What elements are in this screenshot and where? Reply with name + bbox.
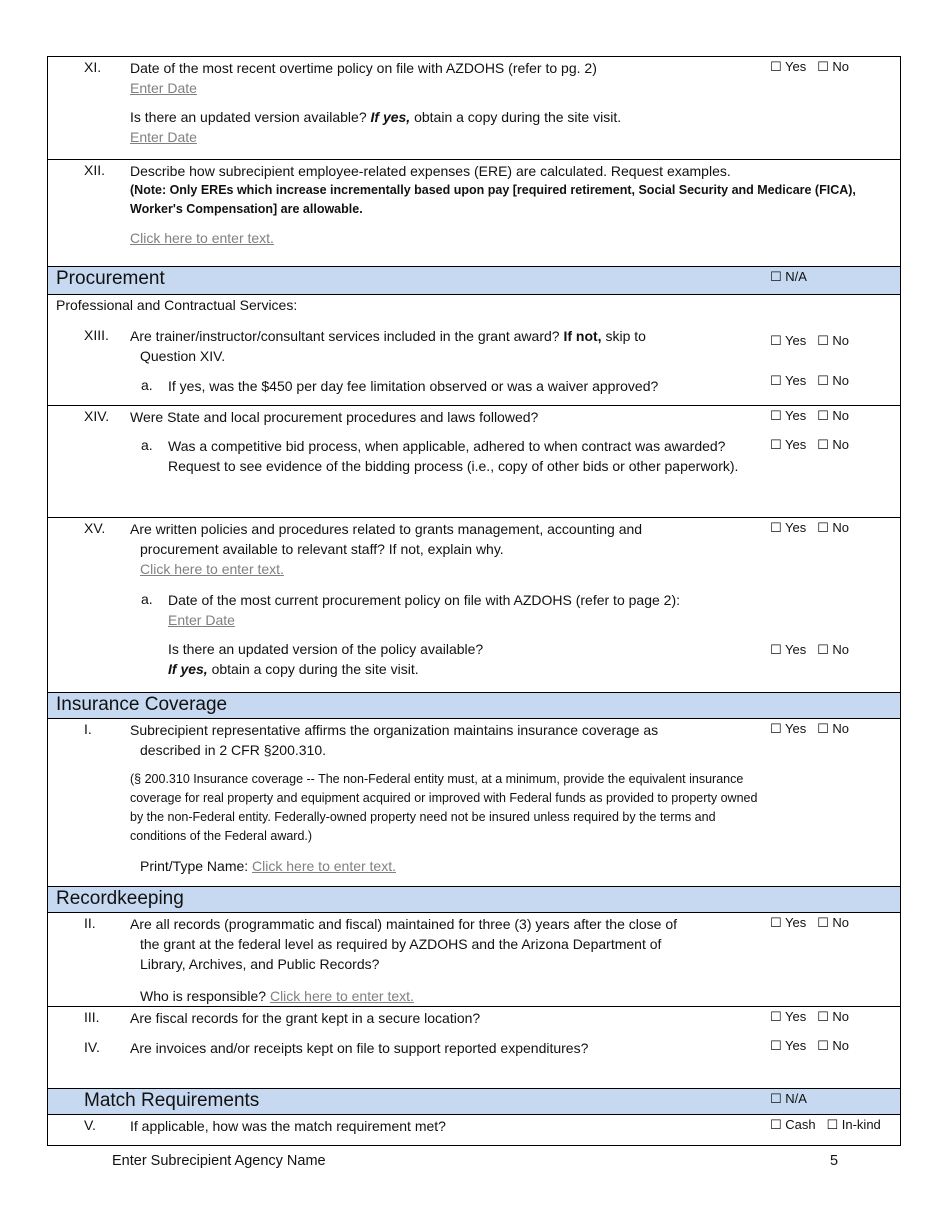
yes-no-checkboxes[interactable]: ☐ Yes ☐ No [770, 1009, 850, 1024]
sub-question-letter: a. [141, 591, 153, 607]
yes-no-checkboxes[interactable]: ☐ Yes ☐ No [770, 408, 850, 423]
checkbox-yes-icon: ☐ [770, 520, 782, 535]
question-text: Date of the most recent overtime policy on file with AZDOHS (refer to pg. 2) Enter Date Is there an updated version available? If yes, obtain a copy during the site visit. Enter Date [130, 58, 770, 147]
checkbox-yes-icon: ☐ [770, 1038, 782, 1053]
question-number: XIII. [84, 327, 109, 343]
question-i-row [47, 718, 901, 886]
checkbox-yes-icon: ☐ [770, 1009, 782, 1024]
question-number: II. [84, 915, 96, 931]
question-number: I. [84, 721, 92, 737]
checkbox-inkind-icon: ☐ [826, 1117, 839, 1132]
question-number: IV. [84, 1039, 100, 1055]
checkbox-no-icon: ☐ [817, 373, 829, 388]
text-field[interactable]: Click here to enter text. [140, 561, 284, 577]
yes-no-checkboxes[interactable]: ☐ Yes ☐ No [770, 642, 850, 657]
subsection-title: Professional and Contractual Services: [56, 297, 298, 313]
section-title: Procurement [56, 268, 165, 289]
question-text: Are invoices and/or receipts kept on file to support reported expenditures? [130, 1040, 589, 1056]
question-text: If applicable, how was the match requirement met? [130, 1118, 446, 1134]
question-xiii-row [47, 294, 901, 405]
checkbox-no-icon: ☐ [817, 915, 829, 930]
print-name-line: Print/Type Name: Click here to enter text. [140, 858, 396, 874]
checkbox-no-icon: ☐ [817, 59, 829, 74]
form-sheet [47, 56, 901, 1146]
text-field[interactable]: Click here to enter text. [130, 230, 274, 246]
sub-question-letter: a. [141, 377, 153, 393]
yes-no-checkboxes[interactable]: ☐ Yes ☐ No [770, 437, 850, 452]
question-xiv-row [47, 405, 901, 517]
section-title: Insurance Coverage [56, 694, 228, 715]
checkbox-na-icon: ☐ [770, 269, 782, 284]
section-header-match [47, 1088, 901, 1114]
checkbox-no-icon: ☐ [817, 333, 829, 348]
date-field-updated[interactable]: Enter Date [130, 129, 197, 145]
responsible-line: Who is responsible? Click here to enter text. [140, 988, 414, 1004]
na-checkbox[interactable]: ☐ N/A [770, 269, 807, 284]
question-number: III. [84, 1009, 100, 1025]
question-number: XIV. [84, 408, 110, 424]
section-header-recordkeeping [47, 886, 901, 912]
checkbox-yes-icon: ☐ [770, 373, 782, 388]
question-text: Were State and local procurement procedures and laws followed? [130, 409, 539, 425]
question-number: XI. [84, 59, 102, 75]
question-text: Are written policies and procedures related to grants management, accounting and procurement available to relevant staff? If not, explain why. Click here to enter text. [130, 519, 770, 579]
yes-no-checkboxes[interactable]: ☐ Yes ☐ No [770, 1038, 850, 1053]
sub-question-text: Was a competitive bid process, when applicable, adhered to when contract was awarded? Request to see evidence of the bidding process (i.e., copy of other bids or other paperwork). [168, 438, 739, 474]
section-header-procurement [47, 266, 901, 294]
yes-no-checkboxes[interactable]: ☐ Yes ☐ No [770, 915, 850, 930]
name-field[interactable]: Click here to enter text. [252, 858, 396, 874]
question-number: V. [84, 1117, 96, 1133]
checkbox-no-icon: ☐ [817, 520, 829, 535]
sub-question-text: Date of the most current procurement policy on file with AZDOHS (refer to page 2): Enter Date Is there an updated version of the policy available? If yes, obtain a copy during the site visit. [168, 590, 788, 679]
question-text: Are fiscal records for the grant kept in a secure location? [130, 1010, 481, 1026]
question-number: XII. [84, 162, 106, 178]
page-number: 5 [830, 1153, 839, 1169]
checkbox-yes-icon: ☐ [770, 721, 782, 736]
checkbox-cash-icon: ☐ [770, 1117, 782, 1132]
question-xii-row [47, 159, 901, 266]
checkbox-na-icon: ☐ [770, 1091, 782, 1106]
yes-no-checkboxes[interactable]: ☐ Yes ☐ No [770, 333, 850, 348]
question-number: XV. [84, 520, 106, 536]
na-checkbox[interactable]: ☐ N/A [770, 1091, 807, 1106]
yes-no-checkboxes[interactable]: ☐ Yes ☐ No [770, 373, 850, 388]
section-title: Recordkeeping [56, 888, 184, 909]
question-text: Are trainer/instructor/consultant services included in the grant award? If not, skip to Question XIV. [130, 328, 646, 364]
date-field[interactable]: Enter Date [130, 80, 197, 96]
question-iii-iv-row [47, 1006, 901, 1088]
yes-no-checkboxes[interactable]: ☐ Yes ☐ No [770, 721, 850, 736]
question-xi-row [47, 56, 901, 159]
question-v-row [47, 1114, 901, 1146]
follow-up-text: Is there an updated version available? If yes, obtain a copy during the site visit. [130, 109, 622, 125]
checkbox-no-icon: ☐ [817, 721, 829, 736]
checkbox-no-icon: ☐ [817, 642, 829, 657]
checkbox-no-icon: ☐ [817, 408, 829, 423]
sub-question-letter: a. [141, 437, 153, 453]
question-text: Describe how subrecipient employee-related expenses (ERE) are calculated. Request examples. (Note: Only EREs which increase incrementally based upon pay [required retirement, Social Security and Medicare (FICA), Worker's Compensation] are allowable. Click here to enter text. [130, 161, 880, 248]
checkbox-yes-icon: ☐ [770, 59, 782, 74]
question-text: Subrecipient representative affirms the organization maintains insurance coverage as described in 2 CFR §200.310. [130, 722, 659, 758]
checkbox-yes-icon: ☐ [770, 915, 782, 930]
footer-agency-name[interactable]: Enter Subrecipient Agency Name [112, 1153, 326, 1169]
checkbox-no-icon: ☐ [817, 437, 829, 452]
cash-inkind-checkboxes[interactable]: ☐ Cash ☐ In-kind [770, 1117, 881, 1132]
yes-no-checkboxes[interactable]: ☐ Yes ☐ No [770, 59, 850, 74]
date-field[interactable]: Enter Date [168, 612, 235, 628]
checkbox-yes-icon: ☐ [770, 408, 782, 423]
regulation-excerpt: (§ 200.310 Insurance coverage -- The non-Federal entity must, at a minimum, provide the equivalent insurance coverage for real property and equipment acquired or improved with Federal funds as provided to property owned by the non-Federal entity. Federally-owned property need not be insured unless required by the terms and conditions of the Federal award.) [130, 772, 758, 843]
note-text: (Note: Only EREs which increase incrementally based upon pay [required retirement, Social Security and Medicare (FICA), Worker's Compensation] are allowable. [130, 183, 856, 216]
checkbox-no-icon: ☐ [817, 1038, 829, 1053]
question-xv-row [47, 517, 901, 692]
checkbox-yes-icon: ☐ [770, 437, 782, 452]
checkbox-yes-icon: ☐ [770, 333, 782, 348]
section-header-insurance [47, 692, 901, 718]
sub-question-text: If yes, was the $450 per day fee limitation observed or was a waiver approved? [168, 378, 659, 394]
question-ii-row [47, 912, 901, 1006]
section-title: Match Requirements [84, 1090, 260, 1111]
responsible-field[interactable]: Click here to enter text. [269, 988, 414, 1004]
yes-no-checkboxes[interactable]: ☐ Yes ☐ No [770, 520, 850, 535]
question-text: Are all records (programmatic and fiscal) maintained for three (3) years after the close of the grant at the federal level as required by AZDOHS and the Arizona Department of Library, Archives, and Public Records? [130, 916, 678, 972]
checkbox-yes-icon: ☐ [770, 642, 782, 657]
checkbox-no-icon: ☐ [817, 1009, 829, 1024]
